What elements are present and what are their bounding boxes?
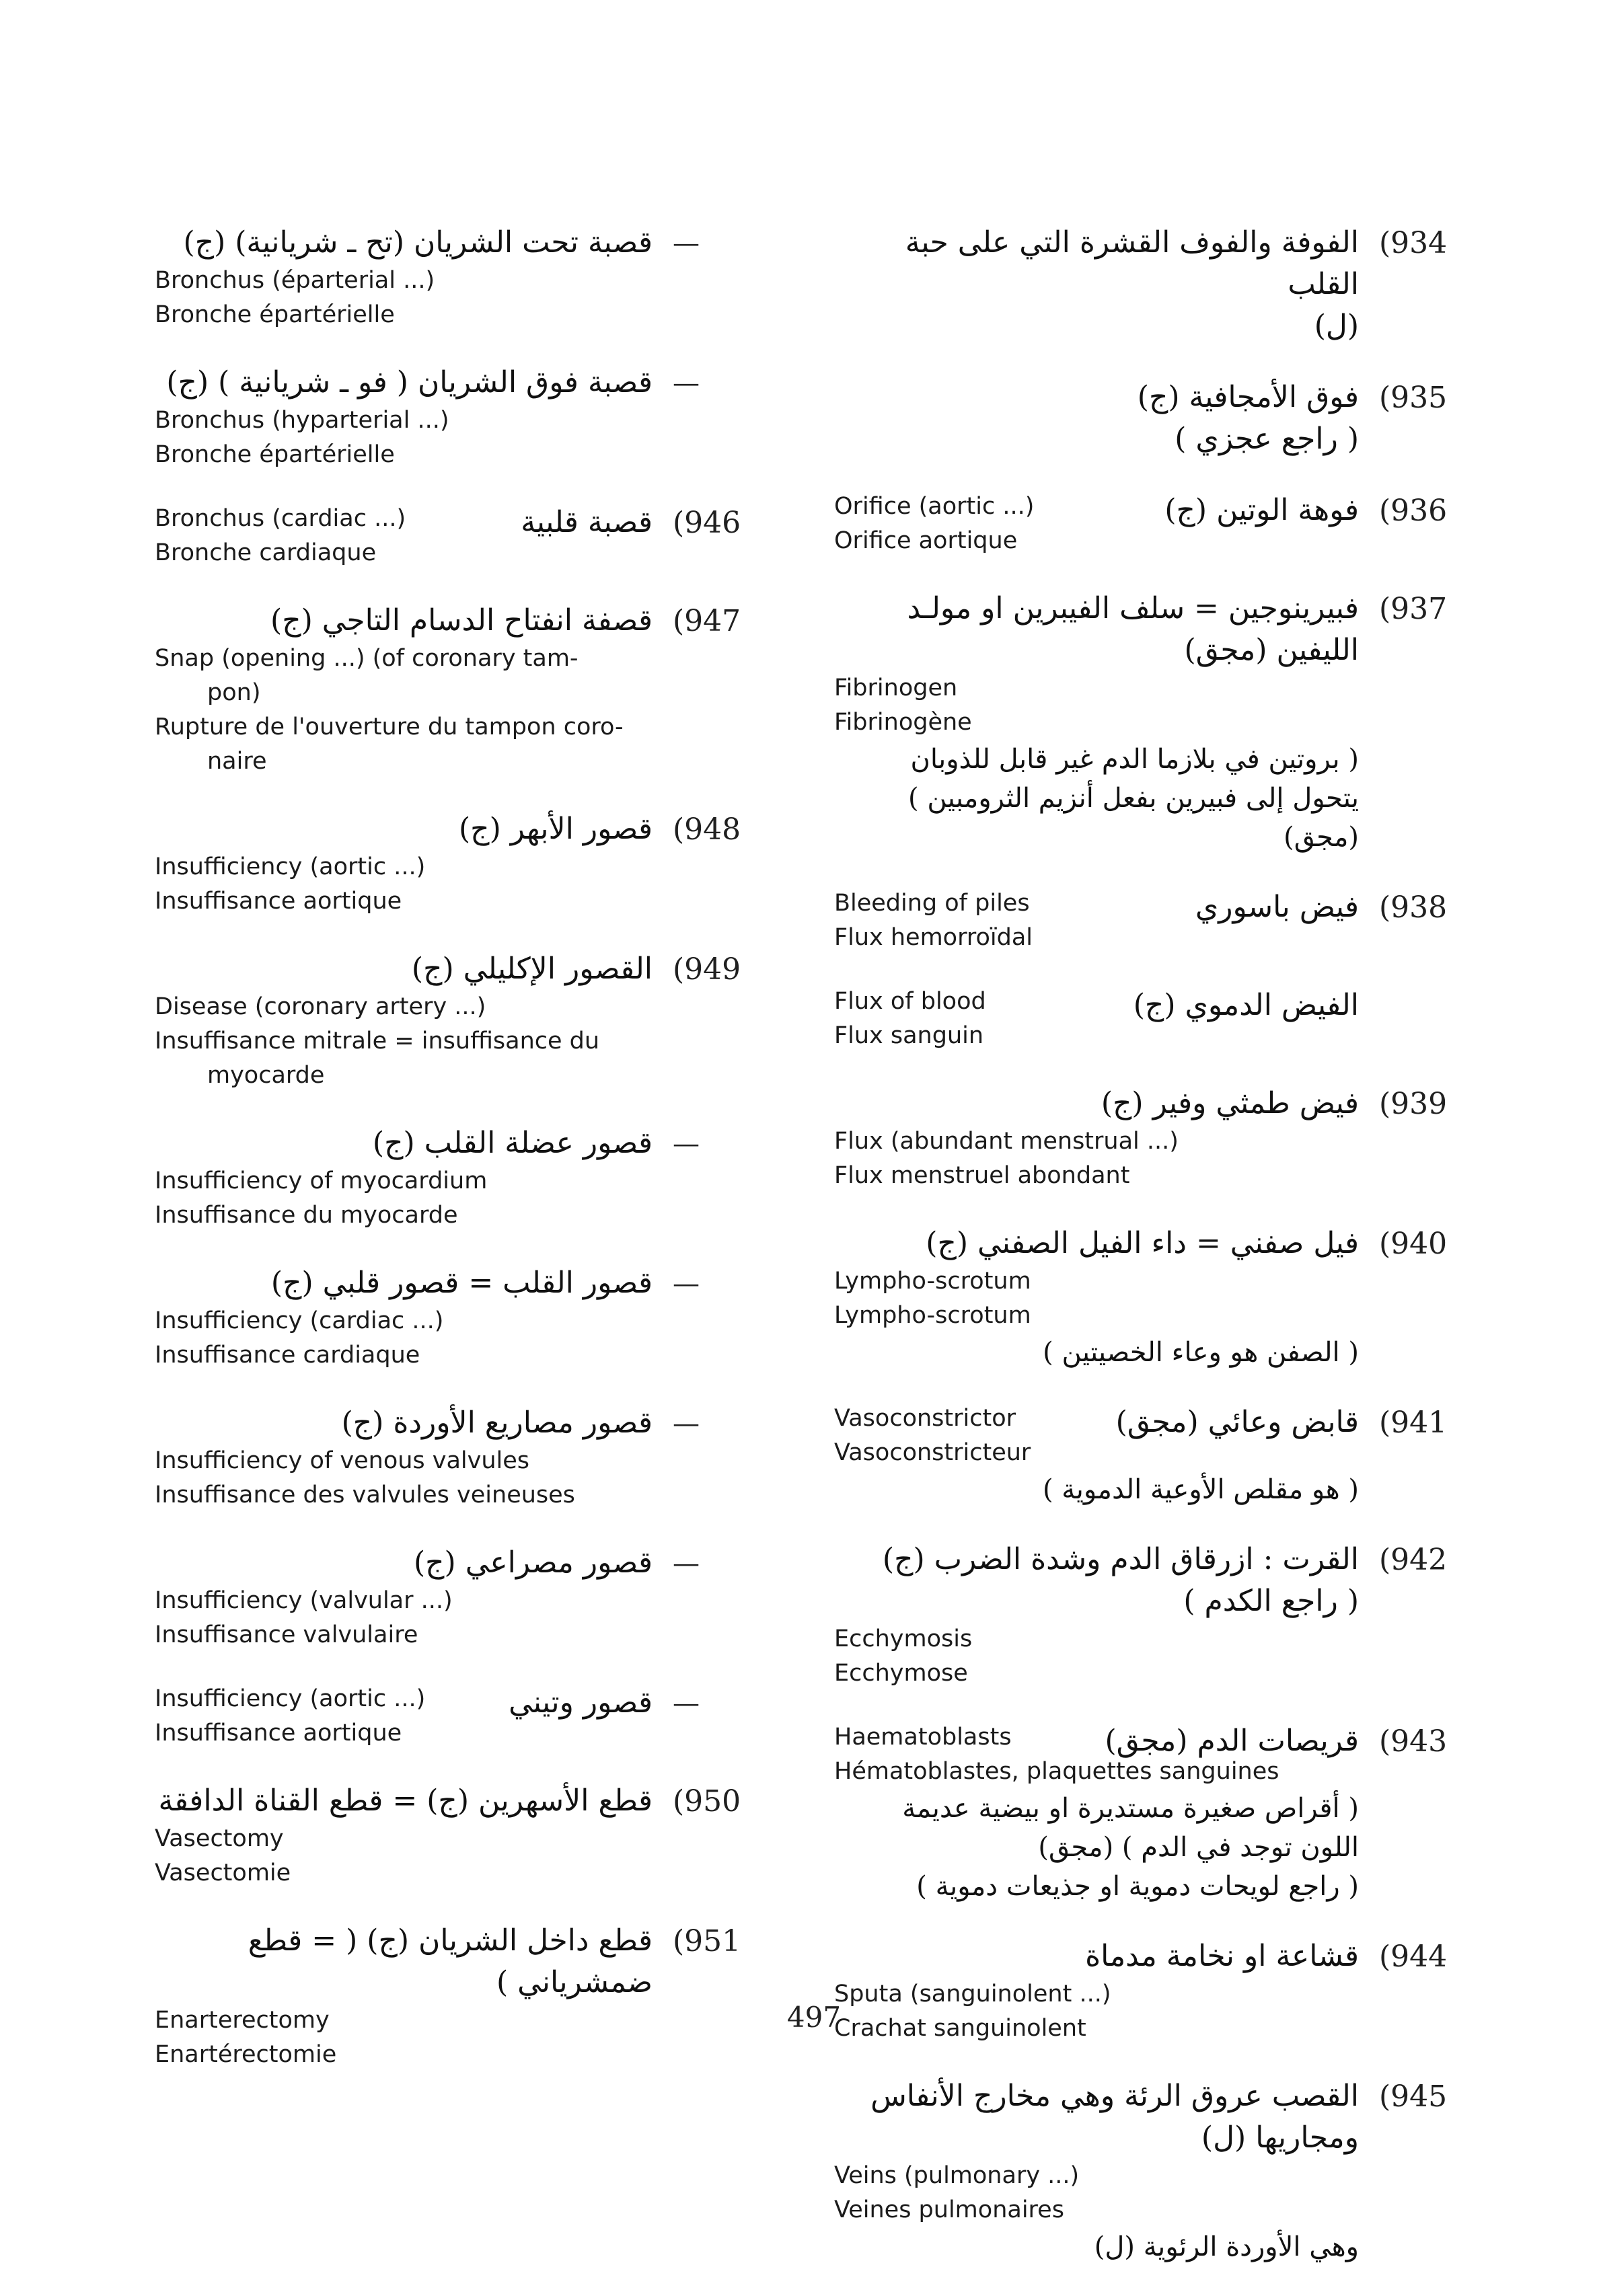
entry-number: (947 [673, 604, 741, 638]
arabic-term: قصور وتيني [509, 1685, 653, 1720]
translation-line: Orifice aortique [834, 527, 1018, 554]
arabic-term: فيل صفني = داء الفيل الصفني (ج) [926, 1226, 1359, 1260]
entry-number: — [673, 1128, 700, 1159]
arabic-term: قصبة قلبية [521, 505, 653, 539]
arabic-term: قطع الأسهرين (ج) = قطع القناة الدافقة [158, 1784, 653, 1818]
translation-line: Vasoconstrictor [834, 1405, 1016, 1432]
translation-line: Fibrinogen [834, 675, 958, 701]
dictionary-entry [834, 377, 1466, 460]
translation-line: Orifice (aortic ...) [834, 493, 1035, 520]
arabic-term: ضمشرياني ) [496, 1965, 653, 1999]
translation-line: Insufficiency (aortic ...) [155, 1685, 426, 1712]
translation-line: Fibrinogène [834, 709, 972, 736]
translation-line: Insuffisance aortique [155, 888, 402, 915]
translation-line: Bronche cardiaque [155, 539, 377, 566]
translation-line: Ecchymose [834, 1660, 968, 1687]
dictionary-entry [834, 490, 1466, 558]
dictionary-entry [155, 948, 760, 1093]
translation-line: Insuffisance valvulaire [155, 1621, 418, 1648]
entry-number: (940 [1379, 1227, 1448, 1261]
translation-line: Lympho-scrotum [834, 1302, 1031, 1329]
dictionary-entry [155, 1780, 760, 1890]
arabic-term: قصور الأبهر (ج) [459, 812, 653, 846]
arabic-note: اللون توجد في الدم ) (مجق) [1038, 1832, 1359, 1863]
translation-line: Crachat sanguinolent [834, 2015, 1086, 2042]
translation-line: Flux hemorroïdal [834, 924, 1033, 951]
translation-line: Insuffisance aortique [155, 1720, 402, 1747]
arabic-term: فيض طمثي وفير (ج) [1101, 1086, 1359, 1120]
translation-line: Vasectomy [155, 1825, 284, 1852]
dictionary-entry [155, 808, 760, 919]
entry-number: (941 [1379, 1406, 1448, 1440]
entry-number: — [673, 368, 700, 399]
entry-number: — [673, 1268, 700, 1299]
arabic-term: فبيرينوجين = سلف الفيبرين او مولـد [907, 591, 1359, 625]
translation-line: Insufficiency of myocardium [155, 1168, 488, 1194]
dictionary-entry [834, 1936, 1466, 2046]
dictionary-entry [834, 886, 1466, 955]
arabic-term: قشاعة او نخامة مدماة [1085, 1939, 1359, 1973]
arabic-note: (مجق) [1284, 822, 1359, 853]
entry-number: (950 [673, 1784, 741, 1819]
arabic-note: ( راجع لويحات دموية او جذيعات دموية ) [916, 1871, 1359, 1902]
dictionary-entry [155, 1262, 760, 1373]
translation-line: Insufficiency of venous valvules [155, 1447, 530, 1474]
entry-number: — [673, 1548, 700, 1579]
translation-line: Insuffisance mitrale = insuffisance du [155, 1028, 600, 1055]
entry-number: (934 [1379, 226, 1448, 260]
arabic-term: (ل) [1314, 309, 1359, 343]
arabic-term: ومجاريها (ل) [1201, 2120, 1359, 2155]
entry-number: — [673, 228, 700, 259]
entry-number: (944 [1379, 1940, 1448, 1974]
translation-line: Ecchymosis [834, 1625, 973, 1652]
arabic-note: يتحول إلى فبيرين بفعل أنزيم الثرومبين ) [908, 783, 1359, 814]
translation-line: Flux menstruel abondant [834, 1162, 1130, 1189]
translation-line: Bronchus (éparterial ...) [155, 267, 435, 294]
translation-line: Bronchus (cardiac ...) [155, 505, 406, 532]
entry-number: — [673, 1688, 700, 1719]
dictionary-entry [834, 1083, 1466, 1193]
translation-line: Sputa (sanguinolent ...) [834, 1981, 1111, 2007]
translation-line: Bronche épartérielle [155, 441, 395, 468]
dictionary-entry [834, 985, 1466, 1053]
translation-line: Bronche épartérielle [155, 301, 395, 328]
translation-line: Insuffisance des valvules veineuses [155, 1482, 575, 1508]
dictionary-entry [155, 502, 760, 570]
translation-line: Insufficiency (valvular ...) [155, 1587, 453, 1614]
arabic-note: ( أقراص صغيرة مستديرة او بيضية عديمة [902, 1793, 1359, 1824]
translation-line: Hématoblastes, plaquettes sanguines [834, 1758, 1279, 1785]
arabic-term: ( راجع الكدم ) [1183, 1584, 1359, 1618]
arabic-term: قصور مصاريع الأوردة (ج) [341, 1406, 653, 1440]
translation-line: Lympho-scrotum [834, 1268, 1031, 1295]
translation-line: Bleeding of piles [834, 890, 1030, 917]
arabic-term: الفوفة والفوف القشرة التي على حبة القلب [905, 225, 1359, 301]
translation-line: Vasectomie [155, 1860, 291, 1886]
translation-line: Rupture de l'ouverture du tampon coro- [155, 714, 624, 740]
entry-number: (945 [1379, 2079, 1448, 2114]
translation-line: Haematoblasts [834, 1724, 1012, 1751]
arabic-term: القصب عروق الرئة وهي مخارج الأنفاس [870, 2079, 1359, 2113]
arabic-term: قصبة تحت الشريان (تح ـ شريانية) (ج) [183, 225, 653, 260]
dictionary-entry [834, 1402, 1466, 1509]
translation-line: Vasoconstricteur [834, 1439, 1031, 1466]
entry-number: (949 [673, 952, 741, 987]
dictionary-entry [834, 1539, 1466, 1691]
arabic-note: ( هو مقلص الأوعية الدموية ) [1042, 1474, 1359, 1505]
entry-number: (948 [673, 812, 741, 847]
dictionary-entry [155, 1682, 760, 1751]
arabic-term: القرت : ازرقاق الدم وشدة الضرب (ج) [882, 1542, 1359, 1576]
entry-number: (935 [1379, 381, 1448, 415]
translation-line: Flux sanguin [834, 1022, 984, 1049]
dictionary-entry [834, 1223, 1466, 1372]
arabic-term: الليفين (مجق) [1184, 633, 1359, 667]
right-column [834, 222, 1466, 2296]
entry-number: (936 [1379, 494, 1448, 528]
page-number: 497 [786, 2001, 842, 2034]
dictionary-entry [834, 1720, 1466, 1906]
translation-line: naire [207, 748, 267, 775]
arabic-term: فوهة الوتين (ج) [1164, 493, 1359, 527]
arabic-note: وهي الأوردة الرئوية (ل) [1094, 2231, 1359, 2262]
dictionary-entry [155, 600, 760, 779]
dictionary-entry [834, 2075, 1466, 2266]
translation-line: Veines pulmonaires [834, 2196, 1064, 2223]
translation-line: Flux (abundant menstrual ...) [834, 1128, 1179, 1155]
translation-line: Insuffisance cardiaque [155, 1342, 420, 1369]
translation-line: Enartérectomie [155, 2041, 337, 2068]
arabic-term: القصور الإكليلي (ج) [411, 952, 653, 986]
dictionary-entry [155, 1542, 760, 1652]
entry-number: (938 [1379, 890, 1448, 925]
translation-line: myocarde [207, 1062, 325, 1089]
translation-line: Insuffisance du myocarde [155, 1202, 458, 1229]
arabic-term: فوق الأمجافية (ج) [1137, 380, 1359, 414]
translation-line: Flux of blood [834, 988, 986, 1015]
translation-line: Snap (opening ...) (of coronary tam- [155, 645, 579, 672]
entry-number: (937 [1379, 592, 1448, 626]
arabic-term: قصفة انفتاح الدسام التاجي (ج) [270, 603, 653, 638]
arabic-note: ( الصفن هو وعاء الخصيتين ) [1043, 1337, 1359, 1368]
dictionary-entry [834, 222, 1466, 347]
arabic-term: قصور عضلة القلب (ج) [372, 1126, 653, 1160]
translation-line: Insufficiency (cardiac ...) [155, 1307, 444, 1334]
dictionary-entry [155, 222, 760, 332]
translation-line: Enarterectomy [155, 2007, 330, 2034]
dictionary-entry [155, 1920, 760, 2072]
arabic-term: فيض باسوري [1195, 890, 1359, 924]
dictionary-entry [834, 588, 1466, 857]
arabic-term: قصور القلب = قصور قلبي (ج) [270, 1266, 653, 1300]
entry-number: (942 [1379, 1543, 1448, 1577]
translation-line: pon) [207, 679, 261, 706]
arabic-term: قطع داخل الشريان (ج) ( = قطع [248, 1923, 653, 1958]
arabic-term: ( راجع عجزي ) [1175, 422, 1359, 456]
entry-number: (939 [1379, 1087, 1448, 1121]
translation-line: Insufficiency (aortic ...) [155, 853, 426, 880]
arabic-term: الفيض الدموي (ج) [1133, 988, 1359, 1022]
dictionary-entry [155, 362, 760, 472]
entry-number: — [673, 1408, 700, 1439]
arabic-term: قابض وعائي (مجق) [1115, 1405, 1359, 1439]
translation-line: Bronchus (hyparterial ...) [155, 407, 449, 434]
arabic-term: قصور مصراعي (ج) [413, 1545, 653, 1580]
translation-line: Veins (pulmonary ...) [834, 2162, 1080, 2189]
arabic-note: ( بروتين في بلازما الدم غير قابل للذوبان [910, 744, 1359, 775]
translation-line: Disease (coronary artery ...) [155, 993, 486, 1020]
entry-number: (951 [673, 1924, 741, 1958]
entry-number: (943 [1379, 1724, 1448, 1759]
arabic-term: قريصات الدم (مجق) [1105, 1724, 1359, 1758]
dictionary-entry [155, 1402, 760, 1513]
dictionary-entry [155, 1122, 760, 1233]
entry-number: (946 [673, 506, 741, 540]
arabic-term: قصبة فوق الشريان ( فو ـ شريانية ) (ج) [166, 365, 653, 399]
left-column [155, 222, 760, 2102]
